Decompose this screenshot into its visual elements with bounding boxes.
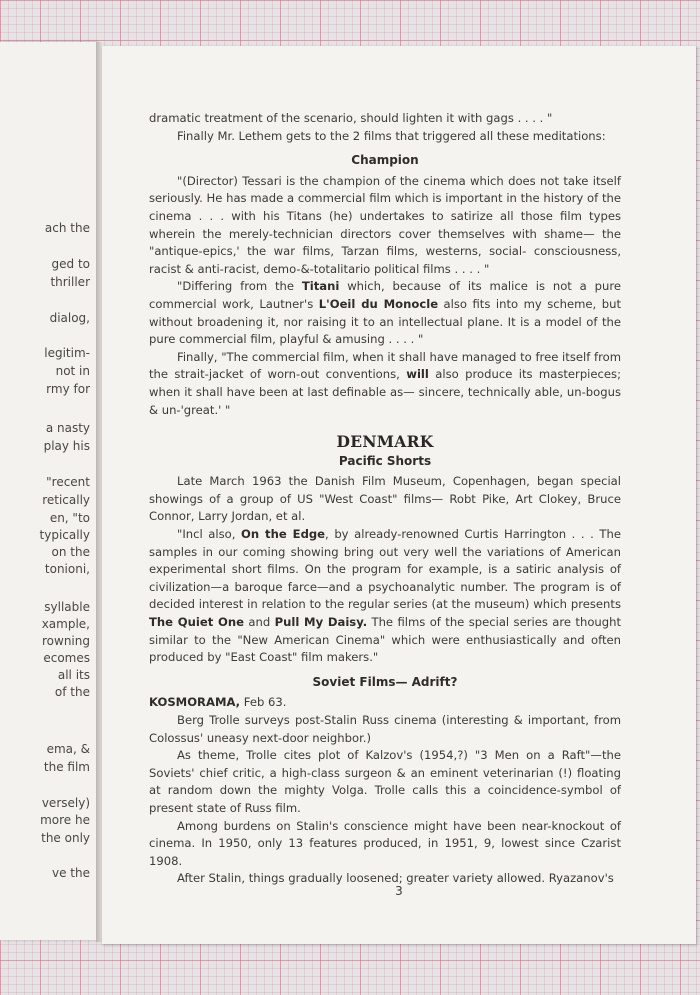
left-page-line: a nasty [45, 421, 90, 435]
film-title-titani: Titani [301, 279, 340, 294]
left-page-line: the only [41, 831, 90, 845]
left-page-line: ve the [52, 866, 90, 880]
section-heading-denmark: DENMARK [336, 432, 434, 452]
left-page-line: ema, & [46, 742, 90, 756]
pacific-shorts-heading: Pacific Shorts [338, 453, 432, 468]
intro-paragraph-1: dramatic treatment of the scenario, should lighten it with gags . . . . " [149, 111, 553, 125]
champion-heading: Champion [351, 153, 419, 168]
film-title-oeil-du-monocle: L'Oeil du Monocle [318, 296, 439, 311]
page-number: 3 [395, 884, 403, 898]
emphasis-will: will [406, 367, 429, 382]
page-text [149, 110, 621, 888]
left-page-line: of the [54, 685, 90, 699]
left-page-line: ach the [44, 221, 90, 235]
left-page [0, 42, 96, 940]
left-page-line: legitim- [44, 346, 90, 360]
left-page-line: not in [55, 364, 90, 378]
soviet-films-heading: Soviet Films— Adrift? [312, 674, 458, 689]
left-page-line: tonioni, [44, 562, 90, 576]
film-title-quiet-one: The Quiet One [149, 615, 244, 630]
soviet-paragraph-1: Berg Trolle surveys post-Stalin Russ cinema (interesting & important, from Colossus' uneasy next-door neighbor.) [149, 713, 621, 745]
left-page-line: ged to [51, 257, 90, 271]
kosmorama-source: KOSMORAMA, Feb 63. [149, 695, 287, 710]
left-page-line: all its [57, 668, 90, 682]
left-page-line: on the [51, 545, 90, 559]
right-page [102, 46, 696, 944]
left-page-line: more he [40, 813, 90, 827]
intro-paragraph-2: Finally Mr. Lethem gets to the 2 films that triggered all these meditations: [177, 128, 606, 143]
soviet-paragraph-3: Among burdens on Stalin's conscience might have been near-knockout of cinema. In 1950, only 13 features produced, in 1951, 9, lowest since Czarist 1908. [149, 818, 621, 868]
soviet-paragraph-4: After Stalin, things gradually loosened; greater variety allowed. Ryazanov's [177, 871, 614, 886]
left-page-line: syllable [44, 600, 90, 614]
left-page-line: ecomes [43, 651, 90, 665]
pacific-paragraph-1: Late March 1963 the Danish Film Museum, Copenhagen, began special showings of a group of US "West Coast" films— Robt Pike, Art Clokey, Bruce Connor, Larry Jordan, et al. [149, 474, 621, 524]
champion-paragraph-3: Finally, "The commercial film, when it shall have managed to free itself from the strait-jacket of worn-out conventions, will also produce its masterpieces; when it shall have been at last definable as— sincere, technically able, un-bogus & un-'great.' " [149, 349, 621, 417]
left-page-line: en, "to [49, 511, 90, 525]
left-page-line: rowning [42, 634, 90, 648]
left-page-line: dialog, [49, 311, 90, 325]
publication-name: KOSMORAMA, [149, 695, 241, 710]
left-page-line: versely) [41, 796, 90, 810]
film-title-on-the-edge: On the Edge [241, 527, 326, 542]
left-page-line: thriller [50, 275, 90, 289]
pacific-paragraph-2: "Incl also, On the Edge, by already-renowned Curtis Harrington . . . The samples in our coming showing bring out very well the variations of American experimental short films. On the program for example, is a satiric analysis of civilization—a baroque farce—and a psychoanalytic number. The program is of decided interest in relation to the regular series (at the museum) which presents The Quiet One and Pull My Daisy. The films of the special series are thought similar to the "New American Cinema" which were enthusiastically and often produced by "East Coast" film makers." [149, 527, 622, 665]
left-page-line: typically [39, 528, 90, 542]
champion-paragraph-1: "(Director) Tessari is the champion of the cinema which does not take itself seriously. He has made a commercial film which is important in the history of the cinema . . . with his Titans (he) undertakes to satirize all those film types wherein the merely-technician directors cover themselves with shame— the "antique-epics,' the war films, Tarzan films, westerns, social- consciousness, racist & anti-racist, demo-&-totalitario political films . . . . " [149, 173, 621, 276]
left-page-line: xample, [41, 617, 90, 631]
soviet-paragraph-2: As theme, Trolle cites plot of Kalzov's (1954,?) "3 Men on a Raft"—the Soviets' chief critic, a high-class surgeon & an eminent veterinarian (!) floating at random down the mighty Volga. Trolle calls this a coincidence-symbol of present state of Russ film. [149, 748, 621, 815]
left-page-line: rmy for [46, 382, 90, 396]
left-page-line: the film [43, 760, 90, 774]
champion-paragraph-2: "Differing from the Titani which, because of its malice is not a pure commercial work, Lautner's L'Oeil du Monocle also fits into my scheme, but without broadening it, nor raising it to an intellectual plane. It is a model of the pure commercial film, playful & amusing . . . . " [149, 279, 621, 347]
left-page-line: retically [42, 493, 90, 507]
film-title-pull-my-daisy: Pull My Daisy. [274, 615, 368, 630]
left-page-line: play his [43, 439, 90, 453]
left-page-line: "recent [46, 475, 90, 489]
